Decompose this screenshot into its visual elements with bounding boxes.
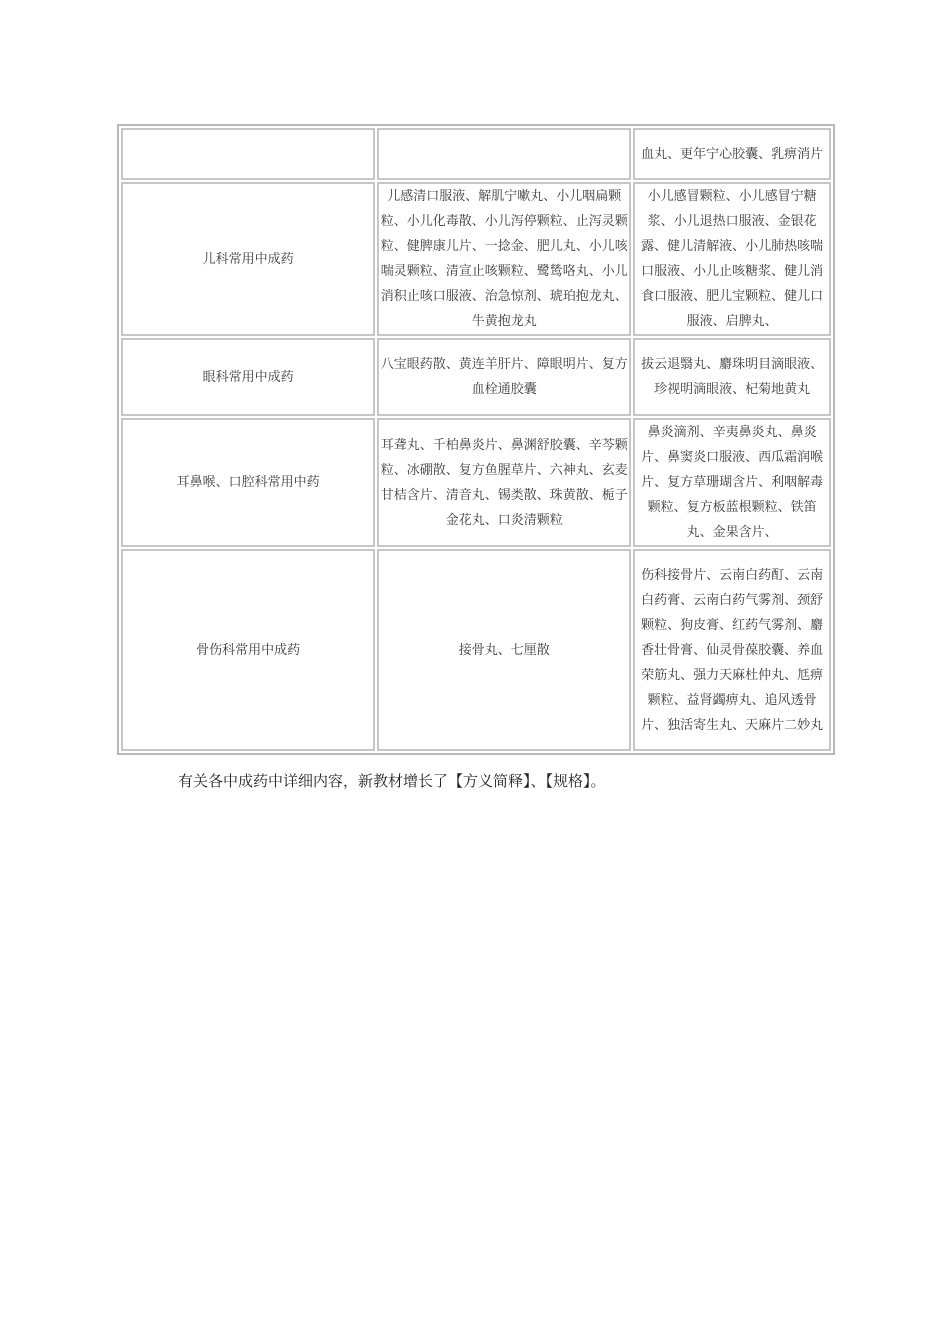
table-row: [121, 418, 831, 547]
medicine-list-b: 小儿感冒颗粒、小儿感冒宁糖浆、小儿退热口服液、金银花露、健儿清解液、小儿肺热咳喘口服液、小儿止咳糖浆、健儿消食口服液、肥儿宝颗粒、健儿口服液、启脾丸、: [641, 189, 824, 329]
medicine-list-cell: [633, 182, 831, 336]
medicine-list-b: 伤科接骨片、云南白药酊、云南白药膏、云南白药气雾剂、颈舒颗粒、狗皮膏、红药气雾剂、麝香壮骨膏、仙灵骨葆胶囊、养血荣筋丸、强力天麻杜仲丸、尪痹颗粒、益肾蠲痹丸、追风透骨片、独活寄生丸、天麻片二妙丸: [641, 567, 824, 733]
medicine-list-a: 儿感清口服液、解肌宁嗽丸、小儿咽扁颗粒、小儿化毒散、小儿泻停颗粒、止泻灵颗粒、健脾康儿片、一捻金、肥儿丸、小儿咳喘灵颗粒、清宣止咳颗粒、鹭鸶咯丸、小儿消积止咳口服液、治急惊剂、琥珀抱龙丸、牛黄抱龙丸: [380, 189, 628, 329]
medicine-list-cell: [633, 549, 831, 751]
medicine-list-cell: [633, 338, 831, 416]
category-text: 眼科常用中成药: [202, 369, 294, 385]
medicine-list-cell: [377, 182, 631, 336]
category-cell: [121, 549, 375, 751]
medicine-list-a: 八宝眼药散、黄连羊肝片、障眼明片、复方血栓通胶囊: [380, 357, 628, 397]
category-cell: [121, 182, 375, 336]
category-text: 骨伤科常用中成药: [196, 642, 301, 658]
table-row: [121, 128, 831, 180]
table-row: [121, 338, 831, 416]
medicine-list-cell: [377, 418, 631, 547]
category-text: 耳鼻喉、口腔科常用中药: [176, 475, 320, 490]
medicine-list-b: 血丸、更年宁心胶囊、乳痹消片: [641, 146, 824, 162]
medicine-list-a: 接骨丸、七厘散: [458, 642, 550, 658]
medicine-list-a: 耳聋丸、千柏鼻炎片、鼻渊舒胶囊、辛芩颗粒、冰硼散、复方鱼腥草片、六神丸、玄麦甘桔含片、清音丸、锡类散、珠黄散、栀子金花丸、口炎清颗粒: [380, 437, 628, 528]
table-row: [121, 549, 831, 751]
category-cell: [121, 418, 375, 547]
medicine-list-b: 拔云退翳丸、麝珠明目滴眼液、珍视明滴眼液、杞菊地黄丸: [641, 357, 824, 397]
medicine-list-b: 鼻炎滴剂、辛夷鼻炎丸、鼻炎片、鼻窦炎口服液、西瓜霜润喉片、复方草珊瑚含片、利咽解毒颗粒、复方板蓝根颗粒、铁笛丸、金果含片、: [641, 425, 824, 540]
medicine-list-cell: [377, 128, 631, 180]
category-text: 儿科常用中成药: [202, 251, 294, 267]
medicine-list-cell: [377, 338, 631, 416]
table-row: [121, 182, 831, 336]
footer-note: 有关各中成药中详细内容，新教材增长了【方义简释】、【规格】。: [178, 772, 606, 790]
category-cell: [121, 338, 375, 416]
medicine-list-cell: [633, 128, 831, 180]
medicine-list-cell: [633, 418, 831, 547]
medicine-table: [117, 124, 835, 755]
medicine-list-cell: [377, 549, 631, 751]
category-cell: [121, 128, 375, 180]
